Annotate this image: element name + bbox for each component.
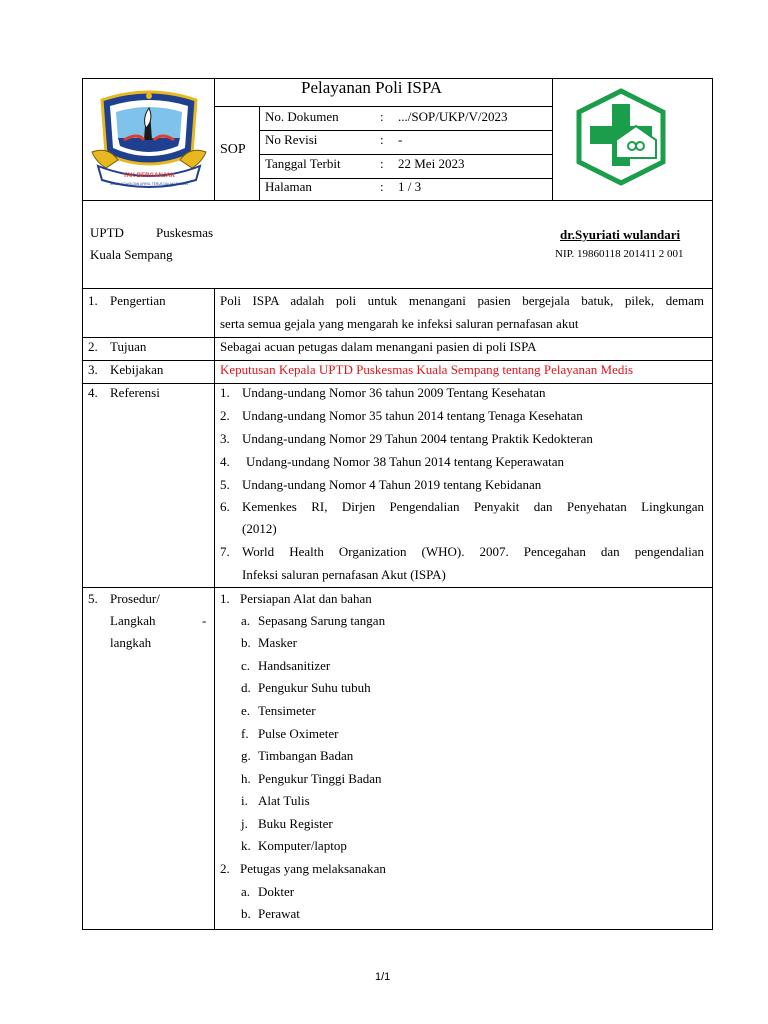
sub-item-letter: e. [241,703,251,718]
list-item-number: 1. [220,385,230,400]
list-item-number: 2. [220,408,230,423]
sub-item-letter: i. [241,793,248,808]
step-title: Persiapan Alat dan bahan [240,591,372,606]
list-item-continuation: Infeksi saluran pernafasan Akut (ISPA) [242,567,446,582]
section-label-pengertian: Pengertian [110,293,166,308]
section-label-dash: - [202,613,207,628]
list-item: Undang-undang Nomor 4 Tahun 2019 tentang Kebidanan [242,477,542,492]
list-item-number: 5. [220,477,230,492]
section-number: 2. [88,339,98,354]
sub-item-letter: c. [241,658,251,673]
meta-value: .../SOP/UKP/V/2023 [398,109,508,124]
org-puskesmas-label: Puskesmas [156,225,214,240]
list-item: Undang-undang Nomor 29 Tahun 2004 tentang Praktik Kedokteran [242,431,593,446]
meta-label: Halaman [265,179,312,194]
sub-item: Alat Tulis [258,793,310,808]
list-item-number: 6. [220,499,230,514]
svg-text:SEGALA DAYA DAN UPAYA, TERUS D: SEGALA DAYA DAN UPAYA, TERUS DALAM TUJUAN [110,182,188,186]
sub-item: Perawat [258,906,300,921]
list-item: Kemenkes RI, Dirjen Pengendalian Penyakit dan Penyehatan Lingkungan [242,499,704,514]
meta-sep: : [380,156,384,171]
sub-item: Handsanitizer [258,658,331,673]
org-uptd-label: UPTD [90,225,124,240]
step-number: 2. [220,861,230,876]
list-item-number: 7. [220,544,230,559]
list-item-continuation: (2012) [242,521,277,536]
sub-item: Komputer/laptop [258,838,347,853]
section-number: 1. [88,293,98,308]
sub-item-letter: d. [241,680,251,695]
head-name: dr.Syuriati wulandari [560,227,681,242]
document-title: Pelayanan Poli ISPA [301,78,443,97]
sub-item: Pulse Oximeter [258,726,339,741]
section-label-prosedur: Prosedur/ [110,591,160,606]
list-item: World Health Organization (WHO). 2007. Pencegahan dan pengendalian [242,544,704,559]
step-number: 1. [220,591,230,606]
section-number: 5. [88,591,98,606]
section-label-tujuan: Tujuan [110,339,147,354]
meta-sep: : [380,179,384,194]
pengertian-text: serta semua gejala yang mengarah ke infeksi saluran pernafasan akut [220,316,579,331]
meta-value: 22 Mei 2023 [398,156,465,171]
tujuan-text: Sebagai acuan petugas dalam menangani pasien di poli ISPA [220,339,537,354]
step-title: Petugas yang melaksanakan [240,861,386,876]
meta-sep: : [380,132,384,147]
sub-item: Dokter [258,884,295,899]
sub-item-letter: b. [241,906,251,921]
sop-label: SOP [220,142,246,157]
list-item: Undang-undang Nomor 38 Tahun 2014 tentang Keperawatan [246,454,564,469]
list-item: Undang-undang Nomor 36 tahun 2009 Tentang Kesehatan [242,385,546,400]
meta-sep: : [380,109,384,124]
sub-item-letter: a. [241,613,251,628]
list-item-number: 4. [220,454,230,469]
sub-item: Sepasang Sarung tangan [258,613,386,628]
list-item: Undang-undang Nomor 35 tahun 2014 tentang Tenaga Kesehatan [242,408,583,423]
section-number: 4. [88,385,98,400]
section-label-langkah: Langkah [110,613,156,628]
section-label-referensi: Referensi [110,385,160,400]
sub-item: Buku Register [258,816,333,831]
svg-text:TAK BERGANJAK: TAK BERGANJAK [123,173,175,179]
pengertian-text: Poli ISPA adalah poli untuk menangani pasien bergejala batuk, pilek, demam [220,293,704,308]
head-nip: NIP. 19860118 201411 2 001 [555,248,684,260]
section-label-langkah-cont: langkah [110,635,152,650]
page-number-footer: 1/1 [375,971,391,983]
kabupaten-emblem-logo [88,82,210,194]
list-item-number: 3. [220,431,230,446]
sub-item-letter: g. [241,748,251,763]
section-label-kebijakan: Kebijakan [110,362,164,377]
meta-value: - [398,132,403,147]
sub-item-letter: b. [241,635,251,650]
sub-item-letter: f. [241,726,249,741]
sub-item-letter: h. [241,771,251,786]
sub-item-letter: k. [241,838,251,853]
puskesmas-logo [572,88,670,186]
sub-item-letter: a. [241,884,251,899]
org-location-label: Kuala Sempang [90,247,173,262]
sub-item: Tensimeter [258,703,316,718]
sub-item: Pengukur Suhu tubuh [258,680,371,695]
sub-item: Masker [258,635,297,650]
sub-item: Pengukur Tinggi Badan [258,771,382,786]
sub-item: Timbangan Badan [258,748,354,763]
meta-label: Tanggal Terbit [265,156,341,171]
meta-label: No Revisi [265,132,318,147]
meta-value: 1 / 3 [398,179,422,194]
sub-item-letter: j. [241,816,248,831]
kebijakan-text: Keputusan Kepala UPTD Puskesmas Kuala Sempang tentang Pelayanan Medis [220,362,634,377]
meta-label: No. Dokumen [265,109,339,124]
section-number: 3. [88,362,98,377]
